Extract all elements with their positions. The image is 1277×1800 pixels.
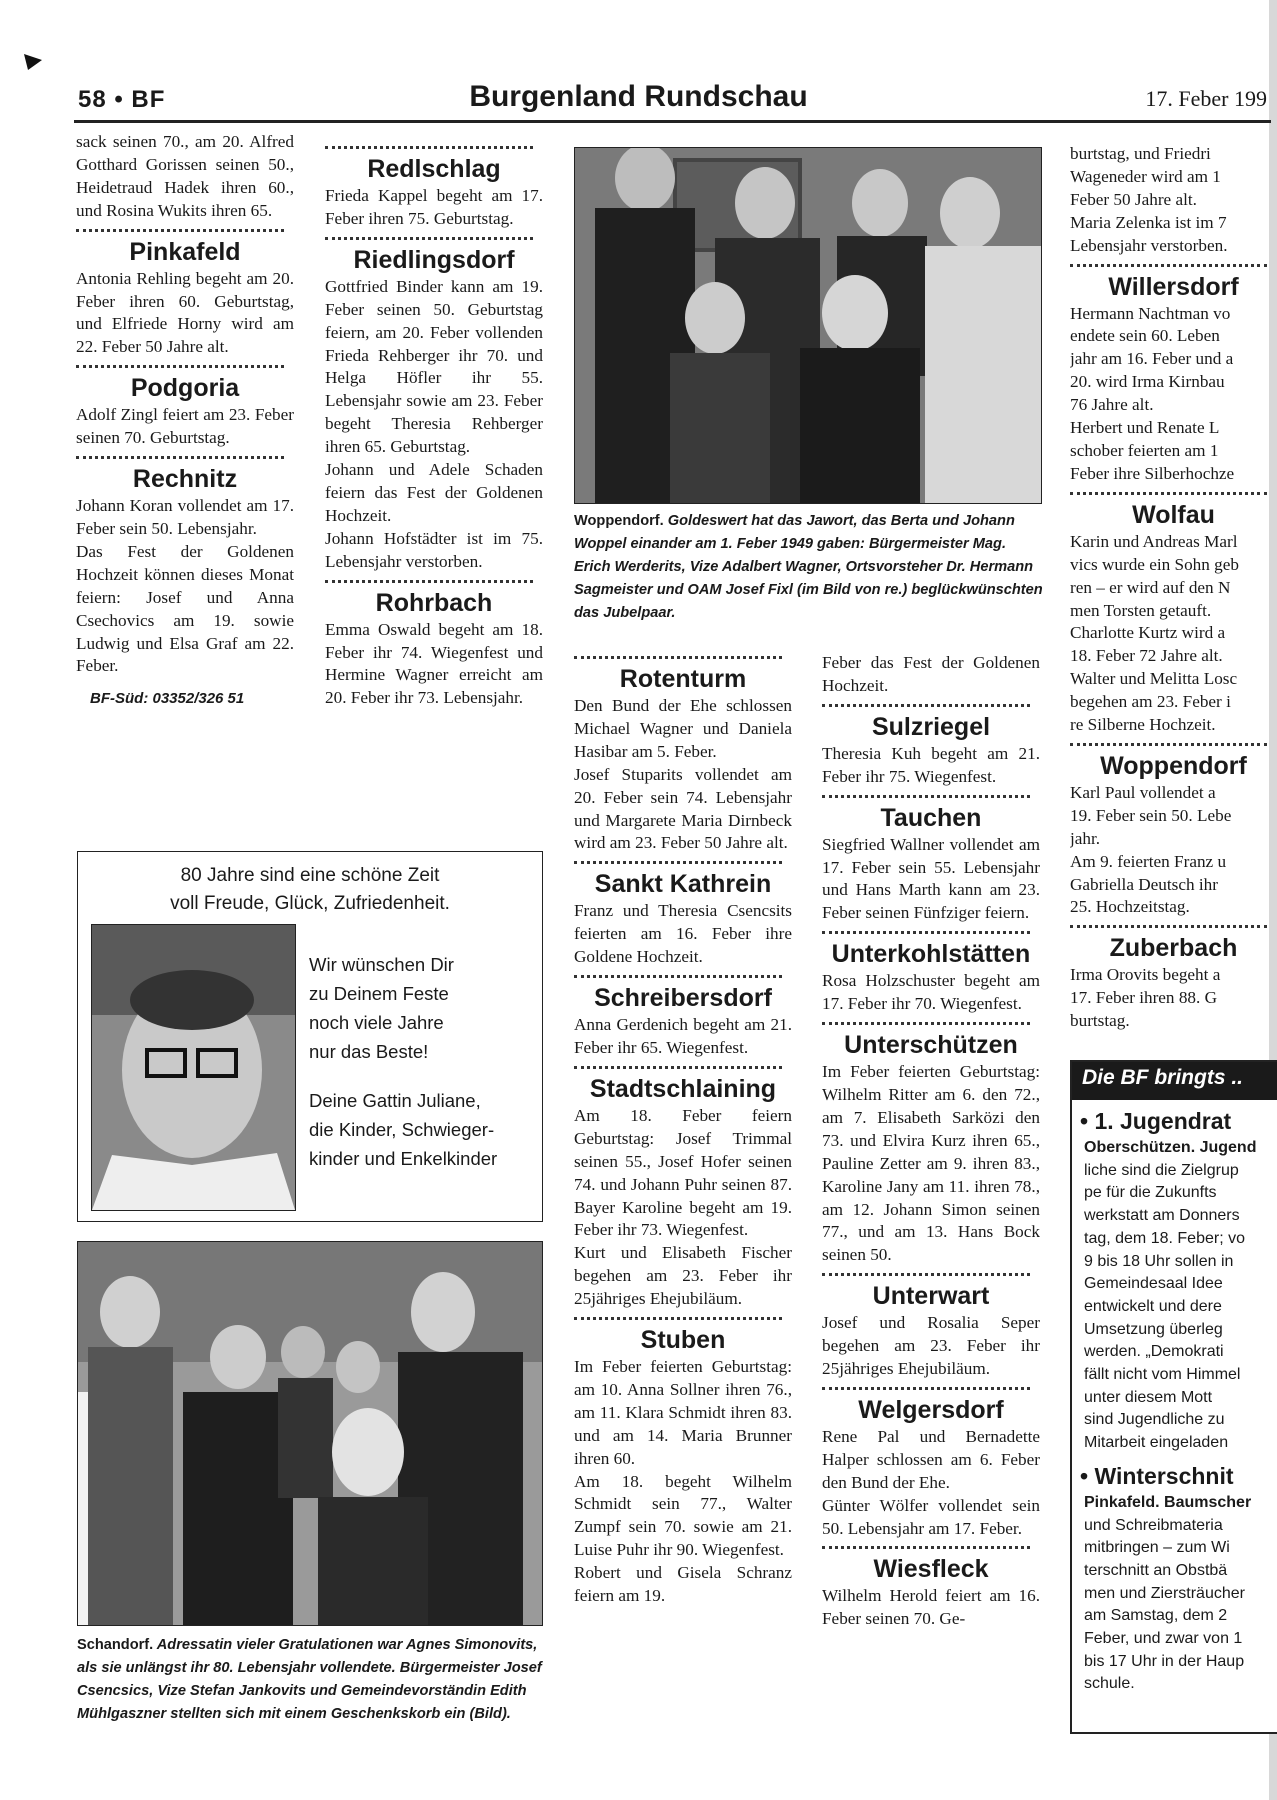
- text-line: Feber ihre Silberhochze: [1070, 463, 1235, 483]
- portrait-photo: [91, 924, 296, 1211]
- info-item-line: Gemeindesaal Idee: [1084, 1275, 1223, 1293]
- column-5: [1070, 143, 1277, 1033]
- schandorf-caption: [77, 1634, 543, 1726]
- article-text: Josef und Rosalia Seper begehen am 23. Feber ihr 25jähriges Ehejubiläum.: [822, 1313, 1040, 1379]
- info-item-line: Oberschützen. Jugend: [1084, 1139, 1257, 1156]
- article-text: Emma Oswald begeht am 18. Feber ihr 74. Wiegenfest und Hermine Wagner erreicht am 20. Feber ihr 73. Lebensjahr.: [325, 619, 543, 708]
- divider: [1070, 264, 1267, 267]
- heading-schreibersdorf: Schreibersdorf: [594, 984, 772, 1013]
- birthday-ad: [77, 851, 543, 1222]
- wish-line: zu Deinem Feste: [309, 983, 449, 1004]
- heading-unterkohlstaetten: Unterkohlstätten: [831, 940, 1031, 969]
- divider: [822, 1546, 1030, 1549]
- heading-stadtschlaining: Stadtschlaining: [589, 1074, 777, 1103]
- heading-riedlingsdorf: Riedlingsdorf: [353, 245, 515, 274]
- article-text: Rosa Holzschuster begeht am 17. Feber ihr 70. Wiegenfest.: [822, 971, 1040, 1014]
- article-text: Am 18. begeht Wilhelm Schmidt sein 77., Walter Zumpf sein 70. sowie am 21. Luise Puhr ihr 90. Wiegenfest.: [574, 1471, 792, 1560]
- text-line: Walter und Melitta Losc: [1070, 669, 1238, 689]
- divider: [325, 237, 533, 240]
- divider: [325, 146, 533, 149]
- ad-verse-1: 80 Jahre sind eine schöne Zeit: [180, 865, 440, 886]
- heading-redlschlag: Redlschlag: [367, 155, 501, 183]
- info-box-header: Die BF bringts ..: [1072, 1062, 1277, 1100]
- text-line: Feber 50 Jahre alt.: [1070, 189, 1197, 209]
- heading-pinkafeld: Pinkafeld: [129, 237, 241, 266]
- info-item-line: unter diesem Mott: [1084, 1388, 1213, 1406]
- info-item-line: sind Jugendliche zu: [1084, 1411, 1225, 1429]
- divider: [822, 1273, 1030, 1276]
- info-item-line: fällt nicht vom Himmel: [1084, 1366, 1241, 1384]
- divider: [76, 229, 284, 232]
- caption-place: Schandorf.: [77, 1637, 154, 1653]
- text-line: burtstag.: [1070, 1011, 1130, 1031]
- heading-rechnitz: Rechnitz: [132, 465, 238, 494]
- heading-wolfau: Wolfau: [1132, 500, 1215, 529]
- text-line: burtstag, und Friedri: [1070, 144, 1211, 163]
- group-image: [78, 1242, 542, 1625]
- text-line: Irma Orovits begeht a: [1070, 965, 1221, 985]
- divider: [574, 861, 782, 864]
- divider: [574, 656, 782, 659]
- heading-unterwart: Unterwart: [872, 1282, 990, 1311]
- info-item-line: und Schreibmateria: [1084, 1516, 1223, 1534]
- wish-line: Wir wünschen Dir: [309, 954, 454, 975]
- info-item-line: liche sind die Zielgrup: [1084, 1161, 1239, 1179]
- info-item-line: Feber, und zwar von 1: [1084, 1630, 1243, 1648]
- divider: [822, 795, 1030, 798]
- divider: [574, 1317, 782, 1320]
- article-text: sack seinen 70., am 20. Alfred Gotthard Gorissen seinen 50., Heidetraud Hadek ihren 60., und Rosina Wukits ihren 65.: [76, 132, 294, 220]
- article-text: Anna Gerdenich begeht am 21. Feber ihr 65. Wiegenfest.: [574, 1015, 792, 1057]
- info-item-line: terschnitt an Obstbä: [1084, 1561, 1228, 1579]
- woppendorf-caption: [574, 510, 1044, 625]
- divider: [1070, 492, 1267, 495]
- text-line: re Silberne Hochzeit.: [1070, 715, 1216, 735]
- signature-line: kinder und Enkelkinder: [309, 1148, 498, 1169]
- page-number: 58 • BF: [78, 86, 166, 113]
- divider: [1070, 743, 1267, 746]
- divider: [822, 1022, 1030, 1025]
- divider: [574, 1066, 782, 1069]
- text-line: begehen am 23. Feber i: [1070, 692, 1231, 712]
- column-1: [76, 131, 294, 711]
- article-text: Johann Hofstädter ist im 75. Lebensjahr verstorben.: [325, 528, 543, 571]
- info-box: [1070, 1060, 1277, 1734]
- text-line: Karin und Andreas Marl: [1070, 531, 1238, 551]
- divider: [822, 1387, 1030, 1390]
- caption-text: Adressatin vieler Gratulationen war Agnes Simonovits, als sie unlängst ihr 80. Lebensjahr vollendete. Bürgermeister Josef Csencsics, Vize Stefan Jankovits und Gemeindevorständin Edith Mühlgaszner stellten sich mit einem Geschenkskorb ein (Bild).: [77, 1637, 542, 1722]
- divider: [76, 365, 284, 368]
- newspaper-title: Burgenland Rundschau: [469, 80, 808, 113]
- text-line: jahr am 16. Feber und a: [1070, 349, 1234, 369]
- text-line: Wageneder wird am 1: [1070, 166, 1221, 186]
- heading-podgoria: Podgoria: [130, 374, 240, 403]
- article-text: Gottfried Binder kann am 19. Feber seinen 50. Geburtstag feiern, am 20. Feber vollenden Frieda Rehberger ihr 70. und Helga Höfler ihr 55. Lebensjahr sowie am 23. Feber begeht Theresia Rehberger ihren 65. Geburtstag.: [325, 276, 543, 457]
- article-text: Theresia Kuh begeht am 21. Feber ihr 75. Wiegenfest.: [822, 743, 1040, 786]
- info-item-line: entwickelt und dere: [1084, 1297, 1222, 1315]
- text-line: endete sein 60. Leben: [1070, 326, 1220, 346]
- heading-sankt-kathrein: Sankt Kathrein: [594, 870, 772, 899]
- article-text: Günter Wölfer vollendet sein 50. Lebensjahr am 17. Feber.: [822, 1495, 1040, 1538]
- column-2: [325, 146, 543, 710]
- info-item-line: schule.: [1084, 1675, 1135, 1693]
- issue-date: 17. Feber 199: [1145, 86, 1267, 111]
- info-item-line: 9 bis 18 Uhr sollen in: [1084, 1252, 1234, 1270]
- ad-message: [309, 950, 497, 1173]
- text-line: 18. Feber 72 Jahre alt.: [1070, 646, 1223, 666]
- info-item-line: tag, dem 18. Feber; vo: [1084, 1229, 1245, 1247]
- info-item-line: werkstatt am Donners: [1084, 1207, 1240, 1225]
- text-line: Lebensjahr verstorben.: [1070, 235, 1228, 255]
- text-line: 76 Jahre alt.: [1070, 395, 1154, 415]
- text-line: ren – er wird auf den N: [1070, 577, 1231, 597]
- info-item-line: am Samstag, dem 2: [1084, 1607, 1228, 1625]
- text-line: Karl Paul vollendet a: [1070, 782, 1216, 802]
- text-line: 19. Feber sein 50. Lebe: [1070, 805, 1232, 825]
- divider: [574, 975, 782, 978]
- info-item-title: • Winterschnit: [1080, 1462, 1234, 1489]
- portrait-image: [92, 925, 295, 1210]
- divider: [822, 931, 1030, 934]
- article-text: Im Feber feierten Geburtstag: am 10. Anna Sollner ihren 76., am 11. Klara Schmidt ihren 83. und am 14. Maria Brunner ihren 60.: [574, 1357, 792, 1468]
- text-line: vics wurde ein Sohn geb: [1070, 554, 1239, 574]
- heading-willersdorf: Willersdorf: [1108, 272, 1239, 301]
- divider: [76, 456, 284, 459]
- signature-line: die Kinder, Schwieger-: [309, 1119, 495, 1140]
- heading-zuberbach: Zuberbach: [1109, 934, 1238, 963]
- heading-wiesfleck: Wiesfleck: [873, 1555, 989, 1584]
- article-text: Wilhelm Herold feiert am 16. Feber seinen 70. Ge-: [822, 1586, 1040, 1629]
- heading-sulzriegel: Sulzriegel: [871, 712, 991, 741]
- text-line: Maria Zelenka ist im 7: [1070, 212, 1227, 232]
- article-text: Siegfried Wallner vollendet am 17. Feber sein 55. Lebensjahr und Hans Marth kann am 23. Feber seinen Fünfziger feiern.: [822, 834, 1040, 923]
- heading-rohrbach: Rohrbach: [375, 588, 493, 617]
- signature-line: Deine Gattin Juliane,: [309, 1090, 481, 1111]
- text-line: Gabriella Deutsch ihr: [1070, 874, 1218, 894]
- heading-tauchen: Tauchen: [880, 803, 982, 832]
- article-text: Johann und Adele Schaden feiern das Fest der Goldenen Hochzeit.: [325, 460, 543, 525]
- info-item-line: Mitarbeit eingeladen: [1084, 1434, 1229, 1452]
- text-line: Am 9. feierten Franz u: [1070, 851, 1227, 871]
- text-line: jahr.: [1070, 828, 1101, 848]
- article-text: Adolf Zingl feiert am 23. Feber seinen 70. Geburtstag.: [76, 405, 294, 448]
- article-text: Antonia Rehling begeht am 20. Feber ihren 60. Geburtstag, und Elfriede Horny wird am 22. Feber 50 Jahre alt.: [76, 268, 294, 357]
- heading-welgersdorf: Welgersdorf: [858, 1395, 1004, 1424]
- text-line: men Torsten getauft.: [1070, 600, 1212, 620]
- heading-rotenturm: Rotenturm: [619, 665, 747, 693]
- contact-line: BF-Süd: 03352/326 51: [90, 690, 245, 708]
- header-rule: [74, 120, 1271, 123]
- ad-verse-2: voll Freude, Glück, Zufriedenheit.: [170, 893, 450, 914]
- info-item-line: werden. „Demokrati: [1084, 1343, 1224, 1361]
- text-line: Hermann Nachtman vo: [1070, 303, 1231, 323]
- article-text: Den Bund der Ehe schlossen Michael Wagner und Daniela Hasibar am 5. Feber.: [574, 696, 792, 761]
- article-text: Robert und Gisela Schranz feiern am 19.: [574, 1563, 792, 1606]
- info-item-line: pe für die Zukunfts: [1084, 1184, 1217, 1202]
- info-item-line: Umsetzung überleg: [1084, 1320, 1223, 1338]
- caption-text: Goldeswert hat das Jawort, das Berta und Johann Woppel einander am 1. Feber 1949 gaben: Bürgermeister Mag. Erich Werderits, Vize Adalbert Wagner, Ortsvorsteher Dr. Hermann Sagmeister und OAM Josef Fixl (im Bild von re.) beglückwünschten das Jubelpaar.: [574, 513, 1043, 621]
- text-line: 17. Feber ihren 88. G: [1070, 988, 1218, 1008]
- info-item-line: bis 17 Uhr in der Haup: [1084, 1652, 1245, 1670]
- text-line: Charlotte Kurtz wird a: [1070, 623, 1226, 643]
- text-line: schober feierten am 1: [1070, 440, 1219, 460]
- article-text: Am 18. Feber feiern Geburtstag: Josef Trimmal seinen 55., Josef Hofer seinen 74. und Johann Puhr seinen 87. Bayer Karoline begeht am 19. Feber ihr 73. Wiegenfest.: [574, 1105, 792, 1240]
- divider: [822, 704, 1030, 707]
- info-item-line: mitbringen – zum Wi: [1084, 1539, 1230, 1557]
- group-image: [575, 148, 1041, 503]
- article-text: Franz und Theresia Csencsits feierten am 16. Feber ihre Goldene Hochzeit.: [574, 901, 792, 967]
- column-4: [822, 652, 1040, 1631]
- caption-place: Woppendorf.: [574, 513, 664, 529]
- heading-stuben: Stuben: [640, 1326, 726, 1355]
- info-item-title: • 1. Jugendrat: [1080, 1108, 1232, 1134]
- corner-mark: [22, 50, 46, 74]
- wish-line: noch viele Jahre: [309, 1012, 444, 1033]
- heading-unterschuetzen: Unterschützen: [844, 1031, 1018, 1060]
- article-text: Feber das Fest der Goldenen Hochzeit.: [822, 653, 1040, 695]
- heading-woppendorf: Woppendorf: [1100, 751, 1247, 780]
- woppendorf-photo: [574, 147, 1042, 504]
- text-line: 25. Hochzeitstag.: [1070, 897, 1190, 917]
- divider: [325, 580, 533, 583]
- column-3: [574, 656, 792, 1608]
- article-text: Rene Pal und Bernadette Halper schlossen am 6. Feber den Bund der Ehe.: [822, 1426, 1040, 1492]
- article-text: Im Feber feierten Geburtstag: Wilhelm Ritter am 6. den 72., am 7. Elisabeth Sarközi den 73. und Elvira Kurz ihren 65., Pauline Zetter am 9. ihren 83., Karoline Jany am 11. ihren 78., am 12. Johann Simon seinen 77., und am 13. Hans Bock seinen 50.: [822, 1062, 1040, 1265]
- wish-line: nur das Beste!: [309, 1041, 429, 1062]
- divider: [1070, 925, 1267, 928]
- text-line: Herbert und Renate L: [1070, 418, 1220, 438]
- article-text: Josef Stuparits vollendet am 20. Feber sein 74. Lebensjahr und Margarete Maria Dirnbeck wird am 23. Feber 50 Jahre alt.: [574, 764, 792, 853]
- article-text: Frieda Kappel begeht am 17. Feber ihren 75. Geburtstag.: [325, 186, 543, 228]
- schandorf-photo: [77, 1241, 543, 1626]
- info-item-line: men und Ziersträucher: [1084, 1584, 1245, 1602]
- article-text: Johann Koran vollendet am 17. Feber sein 50. Lebensjahr.: [76, 496, 294, 538]
- info-item-line: Pinkafeld. Baumscher: [1084, 1493, 1252, 1511]
- article-text: Kurt und Elisabeth Fischer begehen am 23. Feber ihr 25jähriges Ehejubiläum.: [574, 1243, 792, 1309]
- text-line: 20. wird Irma Kirnbau: [1070, 372, 1225, 392]
- article-text: Das Fest der Goldenen Hochzeit können dieses Monat feiern: Josef und Anna Csechovics am 19. sowie Ludwig und Elsa Graf am 22. Feber.: [76, 541, 294, 676]
